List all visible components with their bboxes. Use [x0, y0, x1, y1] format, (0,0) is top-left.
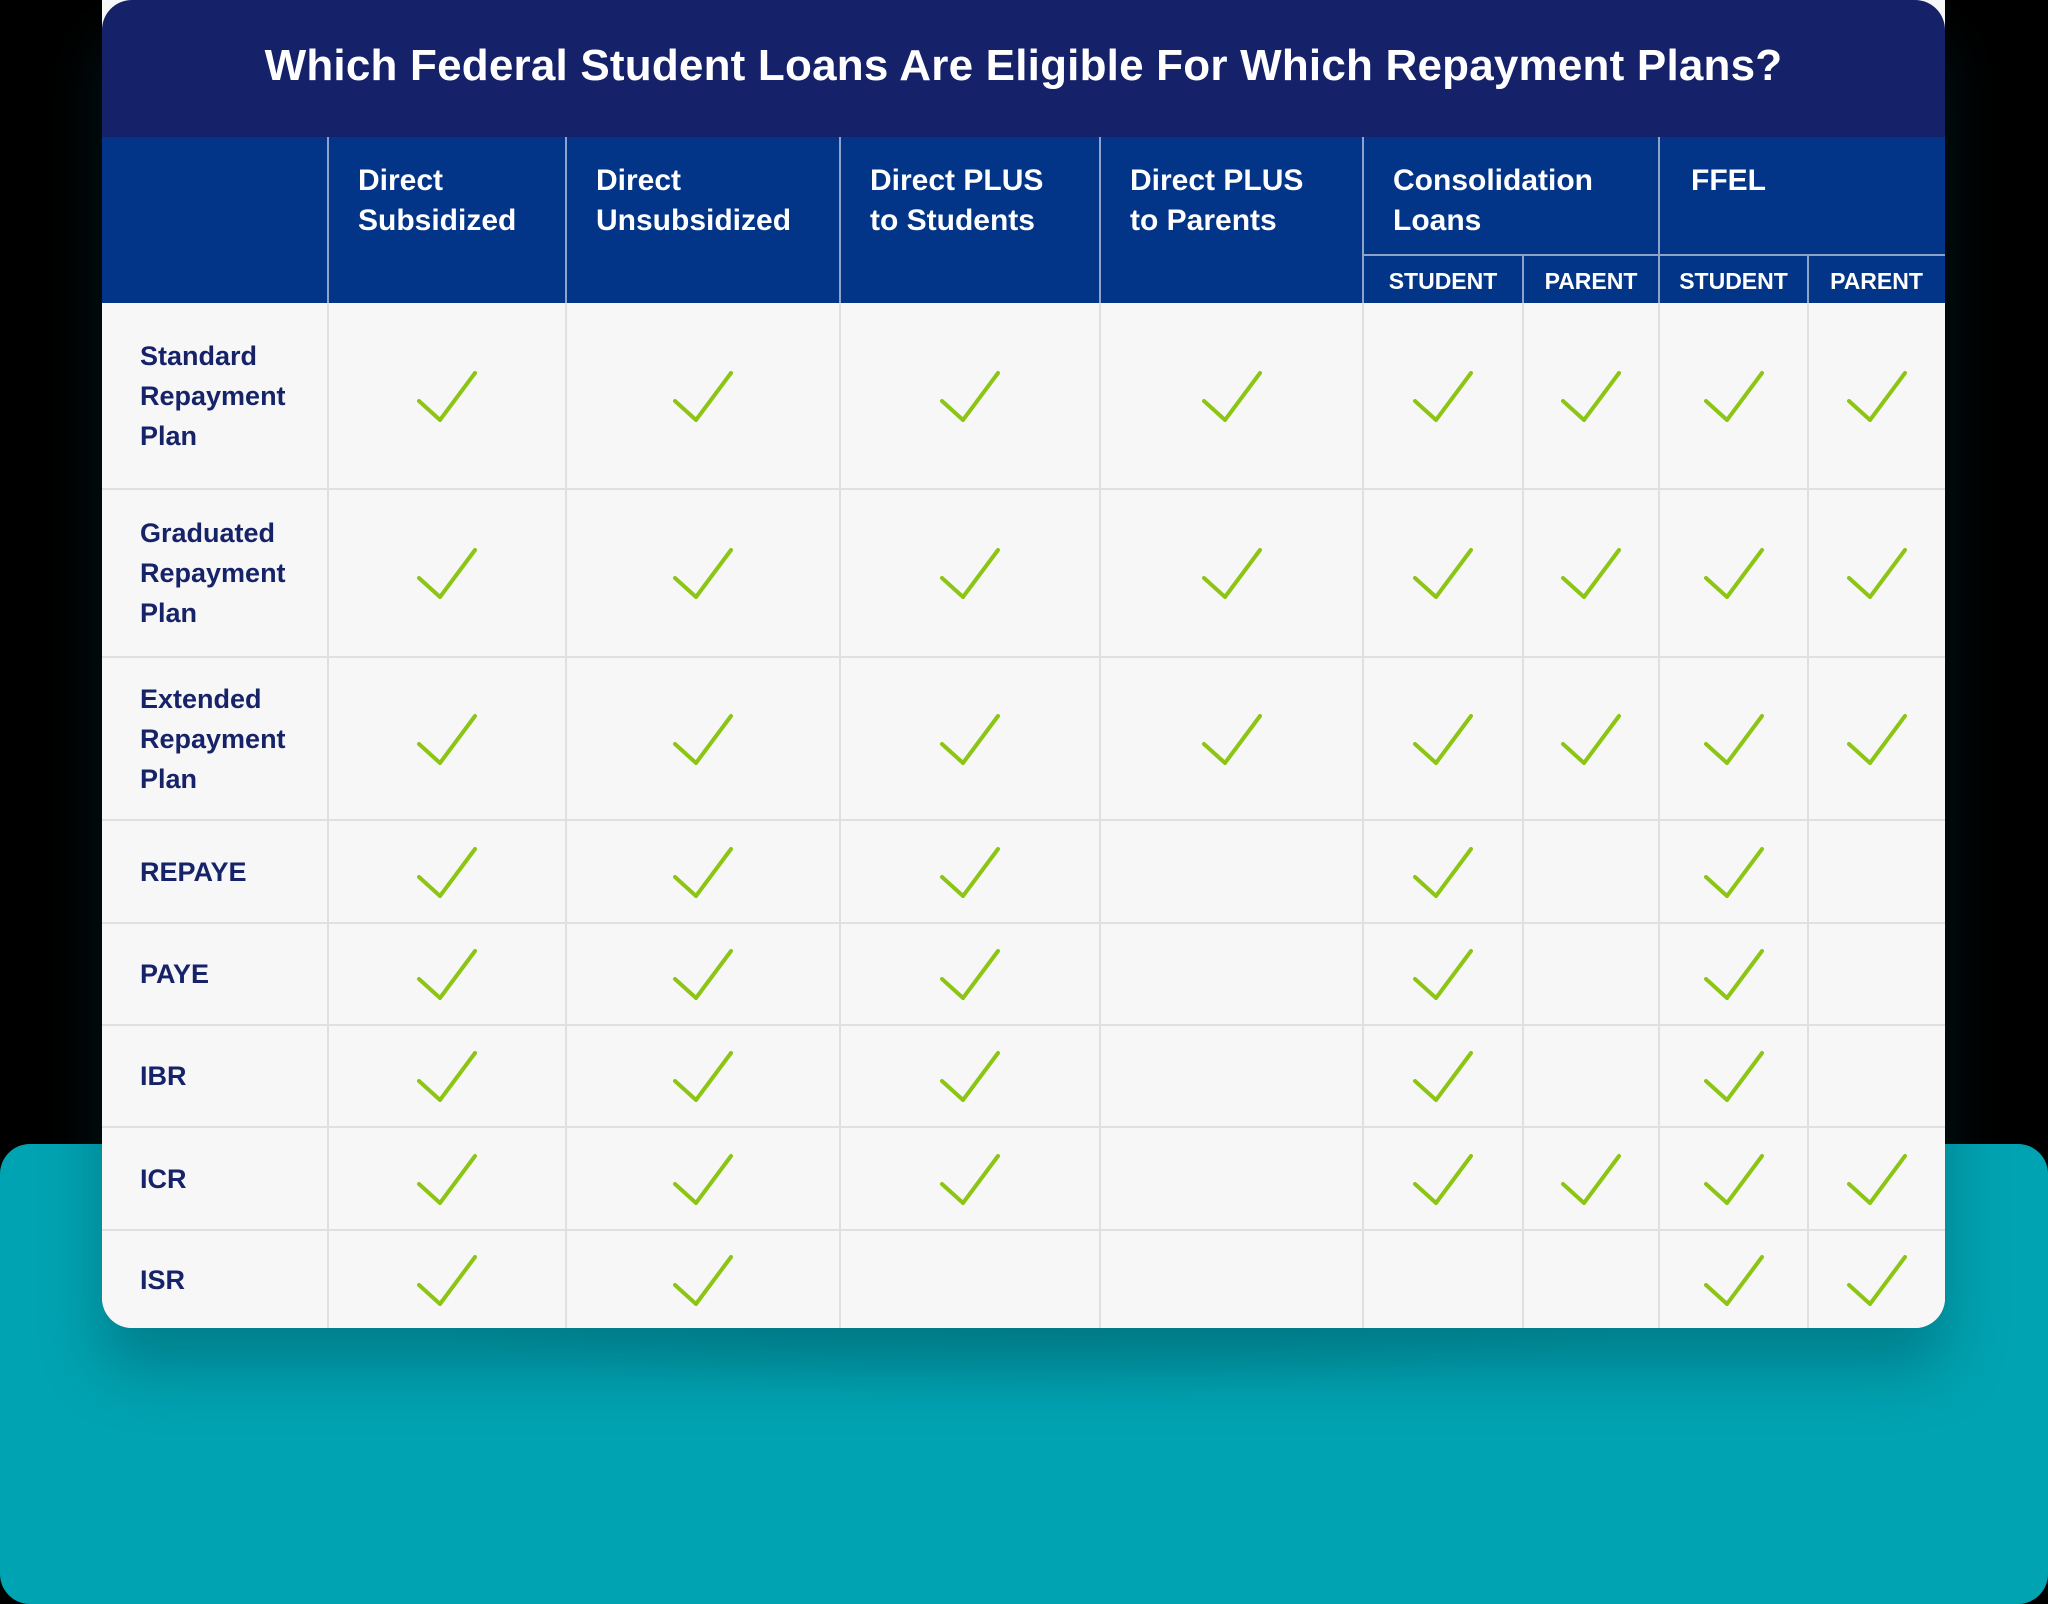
- eligibility-cell: [1659, 924, 1808, 1024]
- eligibility-cell: [1523, 490, 1659, 656]
- eligibility-cell: [840, 303, 1100, 488]
- checkmark-icon: [416, 547, 478, 599]
- checkmark-icon: [1412, 370, 1474, 422]
- checkmark-icon: [672, 1153, 734, 1205]
- eligibility-cell: [566, 490, 840, 656]
- checkmark-icon: [1703, 1050, 1765, 1102]
- column-header: [358, 161, 516, 241]
- row-label-line: Graduated: [140, 518, 276, 548]
- checkmark-icon: [939, 1050, 1001, 1102]
- eligibility-cell: [1363, 1026, 1523, 1126]
- eligibility-cell: [840, 1231, 1100, 1328]
- column-header-line: Consolidation: [1393, 164, 1593, 197]
- eligibility-cell: [1523, 1231, 1659, 1328]
- row-label-line: PAYE: [140, 959, 210, 989]
- table-row: [102, 1229, 1945, 1328]
- checkmark-icon: [416, 370, 478, 422]
- row-label: [140, 1260, 185, 1300]
- eligibility-cell: [840, 821, 1100, 922]
- checkmark-icon: [939, 370, 1001, 422]
- checkmark-icon: [1703, 948, 1765, 1000]
- eligibility-cell: [328, 490, 566, 656]
- checkmark-icon: [1201, 370, 1263, 422]
- checkmark-icon: [672, 370, 734, 422]
- checkmark-icon: [672, 1254, 734, 1306]
- table-row: [102, 1024, 1945, 1126]
- eligibility-cell: [840, 924, 1100, 1024]
- checkmark-icon: [1703, 846, 1765, 898]
- eligibility-cell: [1659, 658, 1808, 819]
- checkmark-icon: [1412, 1050, 1474, 1102]
- checkmark-icon: [1412, 846, 1474, 898]
- eligibility-cell: [1523, 924, 1659, 1024]
- checkmark-icon: [672, 713, 734, 765]
- row-label-line: Plan: [140, 598, 198, 628]
- eligibility-cell: [1808, 303, 1945, 488]
- eligibility-cell: [1659, 821, 1808, 922]
- eligibility-cell: [1659, 490, 1808, 656]
- eligibility-cell: [1100, 1128, 1363, 1229]
- eligibility-cell: [1363, 303, 1523, 488]
- column-header-line: Direct PLUS: [1130, 164, 1304, 197]
- checkmark-icon: [939, 948, 1001, 1000]
- checkmark-icon: [1560, 370, 1622, 422]
- checkmark-icon: [1703, 547, 1765, 599]
- checkmark-icon: [1846, 1254, 1908, 1306]
- eligibility-cell: [1808, 658, 1945, 819]
- eligibility-table-card: [102, 0, 1945, 1328]
- eligibility-cell: [1363, 658, 1523, 819]
- checkmark-icon: [1846, 1153, 1908, 1205]
- table-row: [102, 488, 1945, 656]
- page-title: Which Federal Student Loans Are Eligible For Which Repayment Plans?: [264, 40, 1783, 90]
- eligibility-cell: [1100, 821, 1363, 922]
- eligibility-cell: [328, 821, 566, 922]
- row-label-line: Extended: [140, 683, 262, 714]
- checkmark-icon: [416, 1050, 478, 1102]
- eligibility-cell: [566, 1231, 840, 1328]
- eligibility-cell: [1100, 1026, 1363, 1126]
- eligibility-cell: [1100, 658, 1363, 819]
- row-label: [140, 1056, 187, 1096]
- eligibility-cell: [1808, 821, 1945, 922]
- row-label: [140, 513, 286, 633]
- eligibility-cell: [1363, 924, 1523, 1024]
- row-label-line: ISR: [140, 1264, 186, 1295]
- checkmark-icon: [672, 846, 734, 898]
- checkmark-icon: [1560, 547, 1622, 599]
- eligibility-cell: [1363, 821, 1523, 922]
- checkmark-icon: [1412, 713, 1474, 765]
- row-label-line: Repayment: [140, 723, 286, 754]
- row-label-line: REPAYE: [140, 856, 247, 887]
- header-divider: [327, 137, 329, 303]
- eligibility-cell: [1808, 490, 1945, 656]
- checkmark-icon: [939, 713, 1001, 765]
- eligibility-cell: [1363, 1128, 1523, 1229]
- checkmark-icon: [1846, 370, 1908, 422]
- checkmark-icon: [1846, 547, 1908, 599]
- eligibility-cell: [1523, 821, 1659, 922]
- checkmark-icon: [1412, 547, 1474, 599]
- checkmark-icon: [416, 948, 478, 1000]
- eligibility-cell: [328, 1026, 566, 1126]
- eligibility-cell: [328, 1231, 566, 1328]
- subcolumn-header-parent: PARENT: [1544, 268, 1638, 294]
- eligibility-cell: [840, 490, 1100, 656]
- row-label-line: Standard: [140, 340, 258, 371]
- checkmark-icon: [1703, 1153, 1765, 1205]
- eligibility-cell: [840, 658, 1100, 819]
- table-body: [102, 303, 1945, 1328]
- eligibility-cell: [1808, 1026, 1945, 1126]
- eligibility-cell: [1100, 490, 1363, 656]
- eligibility-cell: [1523, 658, 1659, 819]
- checkmark-icon: [672, 547, 734, 599]
- row-label-line: ICR: [140, 1163, 187, 1194]
- column-header-line: Direct: [358, 164, 444, 197]
- row-label: [140, 954, 209, 994]
- column-header-line: FFEL: [1691, 164, 1766, 197]
- eligibility-cell: [1523, 1026, 1659, 1126]
- eligibility-cell: [840, 1026, 1100, 1126]
- column-header: [870, 161, 1043, 241]
- checkmark-icon: [672, 948, 734, 1000]
- checkmark-icon: [1560, 1153, 1622, 1205]
- column-header: [1691, 161, 1766, 201]
- header-divider: [1099, 137, 1101, 303]
- row-label: [140, 336, 286, 456]
- eligibility-cell: [1808, 1128, 1945, 1229]
- eligibility-cell: [328, 658, 566, 819]
- column-header: [1393, 161, 1593, 241]
- header-divider: [839, 137, 841, 303]
- table-row: [102, 303, 1945, 488]
- checkmark-icon: [1412, 1153, 1474, 1205]
- row-label-line: Plan: [140, 763, 198, 794]
- row-label: [140, 852, 247, 892]
- table-row: [102, 922, 1945, 1024]
- column-header-line: Unsubsidized: [596, 204, 792, 237]
- row-label: [140, 1159, 187, 1199]
- eligibility-cell: [1100, 1231, 1363, 1328]
- eligibility-cell: [1363, 1231, 1523, 1328]
- eligibility-cell: [1808, 924, 1945, 1024]
- column-header-line: Subsidized: [358, 204, 517, 237]
- checkmark-icon: [416, 1254, 478, 1306]
- eligibility-cell: [840, 1128, 1100, 1229]
- eligibility-cell: [566, 658, 840, 819]
- row-label: [140, 679, 286, 799]
- header-divider: [565, 137, 567, 303]
- eligibility-cell: [566, 1026, 840, 1126]
- table-header: [102, 137, 1945, 303]
- table-row: [102, 1126, 1945, 1229]
- row-label-line: Repayment: [140, 558, 286, 588]
- eligibility-cell: [1659, 1026, 1808, 1126]
- row-label-line: IBR: [140, 1061, 187, 1091]
- checkmark-icon: [1412, 948, 1474, 1000]
- eligibility-cell: [328, 924, 566, 1024]
- checkmark-icon: [1201, 547, 1263, 599]
- column-header-line: Loans: [1393, 204, 1482, 237]
- eligibility-cell: [1659, 1231, 1808, 1328]
- column-header-line: to Students: [870, 204, 1035, 237]
- title-bar: [102, 0, 1945, 137]
- eligibility-cell: [328, 1128, 566, 1229]
- checkmark-icon: [1703, 370, 1765, 422]
- subcolumn-header-student: STUDENT: [1388, 268, 1498, 294]
- eligibility-cell: [566, 1128, 840, 1229]
- subcolumn-header-student: STUDENT: [1679, 268, 1788, 294]
- subcolumn-header-parent: PARENT: [1830, 268, 1923, 294]
- row-label-line: Plan: [140, 420, 198, 451]
- subheader-divider: [1363, 254, 1659, 256]
- eligibility-cell: [1523, 1128, 1659, 1229]
- table-row: [102, 656, 1945, 819]
- column-header-line: to Parents: [1130, 204, 1277, 237]
- checkmark-icon: [939, 547, 1001, 599]
- checkmark-icon: [939, 1153, 1001, 1205]
- eligibility-cell: [1100, 303, 1363, 488]
- column-header-line: Direct PLUS: [870, 164, 1044, 197]
- checkmark-icon: [416, 846, 478, 898]
- checkmark-icon: [416, 713, 478, 765]
- eligibility-cell: [1100, 924, 1363, 1024]
- eligibility-cell: [566, 924, 840, 1024]
- checkmark-icon: [672, 1050, 734, 1102]
- checkmark-icon: [939, 846, 1001, 898]
- eligibility-cell: [1363, 490, 1523, 656]
- row-label-line: Repayment: [140, 380, 286, 411]
- eligibility-cell: [1808, 1231, 1945, 1328]
- checkmark-icon: [1846, 713, 1908, 765]
- eligibility-cell: [1659, 303, 1808, 488]
- checkmark-icon: [1703, 1254, 1765, 1306]
- checkmark-icon: [416, 1153, 478, 1205]
- checkmark-icon: [1560, 713, 1622, 765]
- column-header: [596, 161, 791, 241]
- subheader-divider: [1659, 254, 1945, 256]
- eligibility-cell: [566, 821, 840, 922]
- eligibility-cell: [328, 303, 566, 488]
- eligibility-cell: [1523, 303, 1659, 488]
- checkmark-icon: [1703, 713, 1765, 765]
- eligibility-cell: [566, 303, 840, 488]
- eligibility-cell: [1659, 1128, 1808, 1229]
- column-header: [1130, 161, 1303, 241]
- table-row: [102, 819, 1945, 922]
- column-header-line: Direct: [596, 164, 682, 197]
- checkmark-icon: [1201, 713, 1263, 765]
